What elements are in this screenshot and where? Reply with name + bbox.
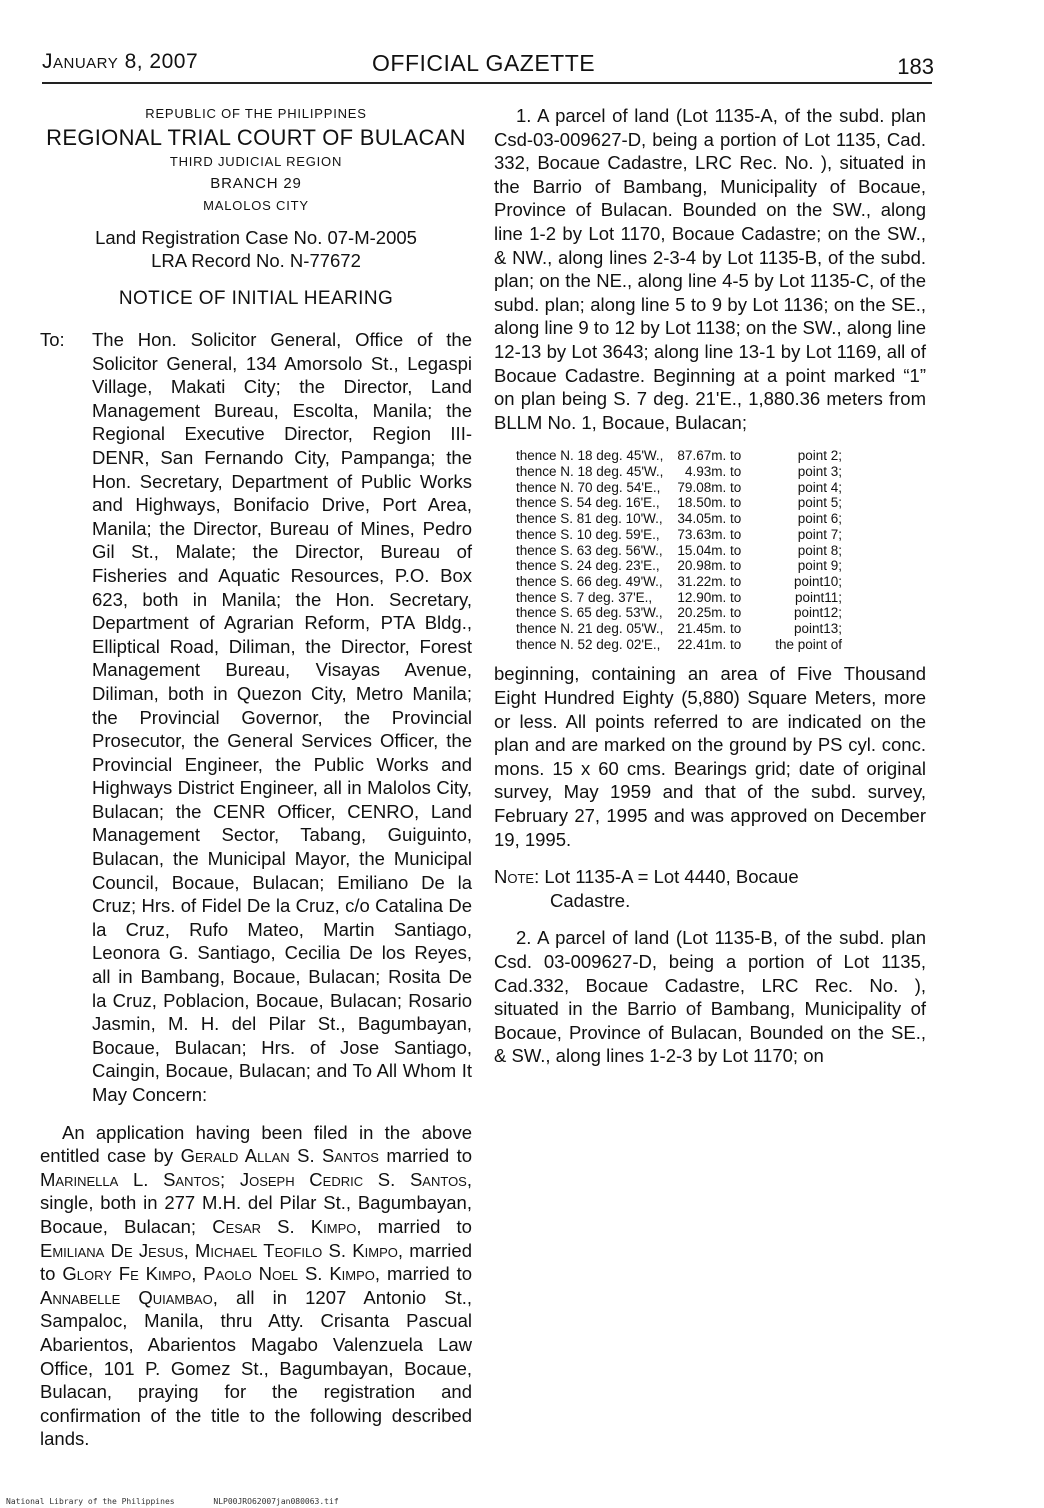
course-distance: 20.98m. to xyxy=(677,558,742,574)
case-numbers xyxy=(40,226,472,272)
course-row xyxy=(516,448,846,464)
court-name: REGIONAL TRIAL COURT OF BULACAN xyxy=(46,125,466,150)
note-text: Lot 1135-A = Lot 4440, Bocaue xyxy=(544,866,799,888)
course-point: point11; xyxy=(794,589,843,605)
lra-record-number: LRA Record No. N-77672 xyxy=(151,250,361,271)
course-distance: 73.63m. to xyxy=(677,526,742,542)
note-label: Note: xyxy=(494,866,540,888)
course-bearing: thence N. 18 deg. 45'W., xyxy=(516,464,664,480)
page-number: 183 xyxy=(897,54,934,79)
addressees xyxy=(40,328,472,1107)
publication-title: OFFICIAL GAZETTE xyxy=(372,50,596,76)
course-point: point 8; xyxy=(797,542,843,558)
scan-filename: NLP00JRO62007jan080063.tif xyxy=(213,1497,339,1506)
course-point: point 2; xyxy=(797,448,843,464)
court-branch: BRANCH 29 xyxy=(210,175,302,192)
course-distance: 12.90m. to xyxy=(677,589,742,605)
course-distance: 79.08m. to xyxy=(677,479,742,495)
course-distance: 20.25m. to xyxy=(677,605,742,621)
applicant-name: Cesar S. Kimpo xyxy=(212,1215,357,1237)
applicant-name: Gerald Allan S. Santos xyxy=(180,1145,379,1167)
course-point: point 3; xyxy=(797,464,843,480)
course-bearing: thence S. 65 deg. 53'W., xyxy=(516,605,663,621)
applicant-name: Marinella L. Santos xyxy=(40,1168,220,1190)
course-distance: 18.50m. to xyxy=(677,495,742,511)
course-bearing: thence S. 63 deg. 56'W., xyxy=(516,542,663,558)
course-point: the point of xyxy=(775,636,843,652)
course-distance: 34.05m. to xyxy=(677,511,742,527)
course-row xyxy=(516,637,846,653)
course-row xyxy=(516,558,846,574)
header-rule xyxy=(42,82,932,84)
course-bearing: thence S. 54 deg. 16'E., xyxy=(516,495,660,511)
course-distance: 22.41m. to xyxy=(677,636,742,652)
application-paragraph: An application having been filed in the above entitled case by Gerald Allan S. Santos married to Marinella L. Santos; Joseph Cedric S. Santos, single, both in 277 M.H. del Pilar St., Bagumbayan, Bocaue, Bulacan; Cesar S. Kimpo, married to Emiliana De Jesus, Michael Teofilo S. Kimpo, married to Glory Fe Kimpo, Paolo Noel S. Kimpo, married to Annabelle Quiambao, all in 1207 Antonio St., Sampaloc, Manila, thru Atty. Crisanta Pascual Abarientos, Abarientos Magabo Valenzuela Law Office, 101 P. Gomez St., Bagumbayan, Bocaue, Bulacan, praying for the registration and confirmation of the title to the following described lands. xyxy=(40,1121,473,1450)
applicant-name: Annabelle Quiambao xyxy=(40,1286,213,1308)
applicant-name: Glory Fe Kimpo xyxy=(62,1263,192,1285)
course-distance: 21.45m. to xyxy=(677,621,742,637)
course-bearing: thence S. 10 deg. 59'E., xyxy=(516,526,660,542)
course-distance: 15.04m. to xyxy=(677,542,742,558)
course-point: point10; xyxy=(793,573,843,589)
applicant-name: Michael Teofilo S. Kimpo xyxy=(195,1239,398,1261)
republic-line: REPUBLIC OF THE PHILIPPINES xyxy=(145,106,367,121)
applicant-name: Emiliana De Jesus xyxy=(40,1239,184,1261)
course-row xyxy=(516,543,846,559)
course-bearing: thence S. 7 deg. 37'E., xyxy=(516,589,653,605)
course-point: point 6; xyxy=(797,511,843,527)
course-bearing: thence S. 66 deg. 49'W., xyxy=(516,573,663,589)
course-point: point 5; xyxy=(797,495,843,511)
course-row xyxy=(516,464,846,480)
course-bearing: thence N. 70 deg. 54'E., xyxy=(516,479,661,495)
right-column xyxy=(494,104,926,1068)
judicial-region: THIRD JUDICIAL REGION xyxy=(169,154,343,169)
course-bearing: thence N. 52 deg. 02'E., xyxy=(516,636,661,652)
course-row xyxy=(516,511,846,527)
library-credit: National Library of the Philippines xyxy=(6,1497,175,1506)
course-bearing: thence S. 81 deg. 10'W., xyxy=(516,511,663,527)
left-column xyxy=(40,104,472,1451)
addressees-label: To: xyxy=(40,329,65,350)
notice-title: NOTICE OF INITIAL HEARING xyxy=(118,288,394,309)
note-text-continued: Cadastre. xyxy=(550,889,631,911)
scan-footer xyxy=(6,1497,373,1506)
issue-date: January 8, 2007 xyxy=(42,50,199,73)
lrc-case-number: Land Registration Case No. 07-M-2005 xyxy=(95,227,417,248)
course-point: point 4; xyxy=(797,479,843,495)
course-bearing: thence S. 24 deg. 23'E., xyxy=(516,558,660,574)
court-city: MALOLOS CITY xyxy=(203,198,309,213)
course-row xyxy=(516,605,846,621)
course-distance: 4.93m. to xyxy=(684,464,742,480)
course-bearing: thence N. 21 deg. 05'W., xyxy=(516,621,664,637)
course-point: point13; xyxy=(793,621,843,637)
course-row xyxy=(516,495,846,511)
page-header xyxy=(42,50,972,86)
parcel-1-description: 1. A parcel of land (Lot 1135-A, of the subd. plan Csd-03-009627-D, being a portion of Lot 1135, Cad. 332, Bocaue Cadastre, LRC Rec. No. ), situated in the Barrio of Bambang, Municipality of Bocaue, Province of Bulacan. Bounded on the SW., along line 1-2 by Lot 1170, Bocaue Cadastre; on the SW., & NW., along lines 2-3-4 by Lot 1135-B, of the subd. plan; on the NE., along line 4-5 by Lot 1135-C, of the subd. plan; along line 5 to 9 by Lot 1136; on the SE., along line 9 to 12 by Lot 1138; on the SW., along line 12-13 by Lot 3643; along line 13-1 by Lot 1169, all of Bocaue Cadastre. Beginning at a point marked “1” on plan being S. 7 deg. 21'E., 1,880.36 meters from BLLM No. 1, Bocaue, Bulacan; xyxy=(494,105,926,433)
course-bearing: thence N. 18 deg. 45'W., xyxy=(516,448,664,464)
course-row xyxy=(516,480,846,496)
addressees-text: The Hon. Solicitor General, Office of the Solicitor General, 134 Amorsolo St., Legaspi Village, Makati City; the Director, Land Management Bureau, Escolta, Manila; the Regional Executive Director, Region III-DENR, San Fernando City, Pampanga; the Hon. Secretary, Department of Public Works and Highways, Bonifacio Drive, Port Area, Manila; the Director, Bureau of Mines, Pedro Gil St., Malate; the Director, Bureau of Fisheries and Aquatic Resources, P.O. Box 623, both in Manila; the Hon. Secretary, Department of Agrarian Reform, PTA Bldg., Elliptical Road, Diliman, the Director, Forest Management Bureau, Visayas Avenue, Diliman, both in Quezon City, Metro Manila; the Provincial Governor, the Provincial Prosecutor, the General Services Officer, the Provincial Engineer, the Public Works and Highways District Engineer, all in Malolos City, Bulacan; the CENR Officer, CENRO, Land Management Sector, Tabang, Guiguinto, Bulacan, the Municipal Mayor, the Municipal Council, Bocaue, Bulacan; Emiliano De la Cruz; Hrs. of Fidel De la Cruz, c/o Catalina De la Cruz, Rufo Mateo, Martin Santiago, Leonora G. Santiago, Cecilia De los Reyes, all in Bambang, Bocaue, Bulacan; Rosita De la Cruz, Poblacion, Bocaue, Bulacan; Rosario Jasmin, M. H. del Pilar St., Bagumbayan, Bocaue, Bulacan; Hrs. of Jose Santiago, Caingin, Bocaue, Bulacan; and To All Whom It May Concern: xyxy=(92,329,472,1105)
parcel-2 xyxy=(494,926,926,1068)
parcel-1 xyxy=(494,104,926,912)
course-row xyxy=(516,574,846,590)
course-point: point 7; xyxy=(797,526,843,542)
applicant-name: Joseph Cedric S. Santos xyxy=(239,1168,467,1190)
course-distance: 31.22m. to xyxy=(677,573,742,589)
course-distance: 87.67m. to xyxy=(677,448,742,464)
course-row xyxy=(516,590,846,606)
course-point: point12; xyxy=(793,605,843,621)
parcel-1-closing: beginning, containing an area of Five Thousand Eight Hundred Eighty (5,880) Square Meters, more or less. All points referred to are indicated on the plan and are marked on the ground by PS cyl. conc. mons. 15 x 60 cms. Bearings grid; date of original survey, May 1959 and that of the subd. survey, February 27, 1995 and was approved on December 19, 1995. xyxy=(494,663,926,850)
parcel-2-description: 2. A parcel of land (Lot 1135-B, of the subd. plan Csd. 03-009627-D, being a portion of Lot 1135, Cad.332, Bocaue Cadastre, LRC Rec. No. ), situated in the Barrio of Bambang, Municipality of Bocaue, Province of Bulacan, Bounded on the SE., & SW., along lines 1-2-3 by Lot 1170; on xyxy=(494,927,926,1067)
parcel-1-note xyxy=(494,865,926,912)
course-point: point 9; xyxy=(797,558,843,574)
course-row xyxy=(516,621,846,637)
technical-description-table xyxy=(516,448,846,652)
course-row xyxy=(516,527,846,543)
applicant-name: Paolo Noel S. Kimpo xyxy=(203,1263,375,1285)
